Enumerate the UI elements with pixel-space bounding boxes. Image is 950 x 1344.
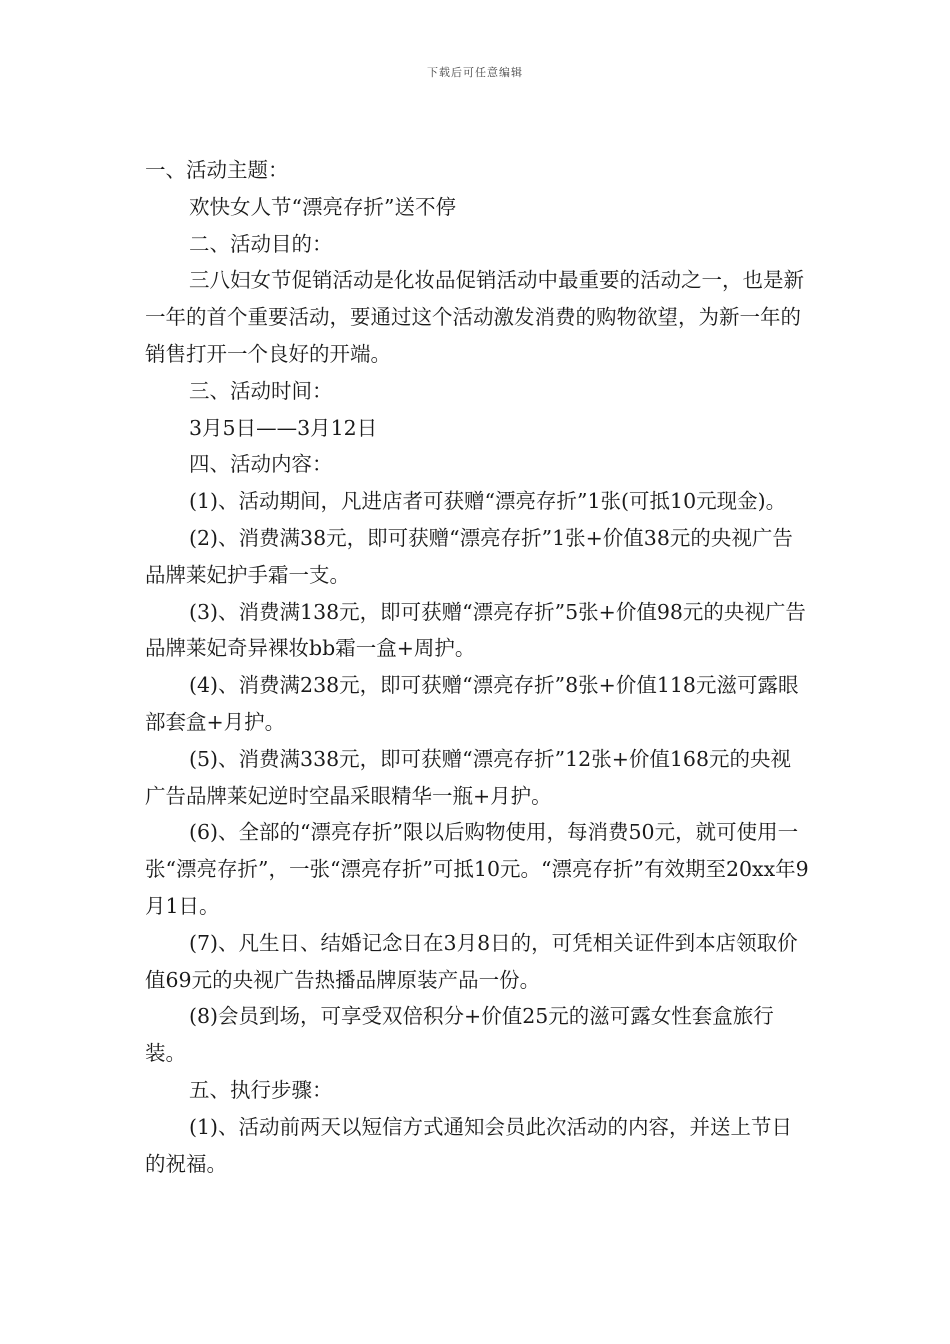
- theme-text: 欢快女人节“漂亮存折”送不停: [189, 194, 456, 219]
- page-header: 下载后可任意编辑: [427, 66, 523, 79]
- content-item-2: (2)、消费满38元，即可获赠“漂亮存折”1张+价值38元的央视广告品牌莱妃护手霜一支。: [145, 525, 793, 587]
- purpose-text: 三八妇女节促销活动是化妆品促销活动中最重要的活动之一，也是新一年的首个重要活动，要通过这个活动激发消费的购物欲望，为新一年的销售打开一个良好的开端。: [145, 268, 804, 366]
- section-heading-purpose: 二、活动目的：: [189, 231, 333, 256]
- content-item-7: (7)、凡生日、结婚记念日在3月8日的，可凭相关证件到本店领取价值69元的央视广告热播品牌原装产品一份。: [145, 930, 798, 992]
- content-item-3: (3)、消费满138元，即可获赠“漂亮存折”5张+价值98元的央视广告品牌莱妃奇异裸妆bb霜一盒+周护。: [145, 599, 806, 661]
- section-heading-content: 四、活动内容：: [189, 452, 333, 477]
- content-item-6: (6)、全部的“漂亮存折”限以后购物使用，每消费50元，就可使用一张“漂亮存折”，一张“漂亮存折”可抵10元。“漂亮存折”有效期至20xx年9月1日。: [145, 820, 809, 918]
- section-heading-steps: 五、执行步骤：: [189, 1077, 333, 1102]
- content-item-5: (5)、消费满338元，即可获赠“漂亮存折”12张+价值168元的央视广告品牌莱妃逆时空晶采眼精华一瓶+月护。: [145, 746, 792, 808]
- content-item-4: (4)、消费满238元，即可获赠“漂亮存折”8张+价值118元滋可露眼部套盒+月护。: [145, 673, 799, 734]
- content-item-8: (8)会员到场，可享受双倍积分+价值25元的滋可露女性套盒旅行装。: [145, 1004, 774, 1066]
- time-text: 3月5日——3月12日: [189, 415, 378, 440]
- steps-item-1: (1)、活动前两天以短信方式通知会员此次活动的内容，并送上节日的祝福。: [145, 1114, 793, 1176]
- document-body: [145, 152, 810, 1182]
- section-heading-time: 三、活动时间：: [189, 378, 333, 403]
- section-heading-theme: 一、活动主题：: [145, 158, 289, 182]
- content-item-1: (1)、活动期间，凡进店者可获赠“漂亮存折”1张(可抵10元现金)。: [189, 489, 787, 514]
